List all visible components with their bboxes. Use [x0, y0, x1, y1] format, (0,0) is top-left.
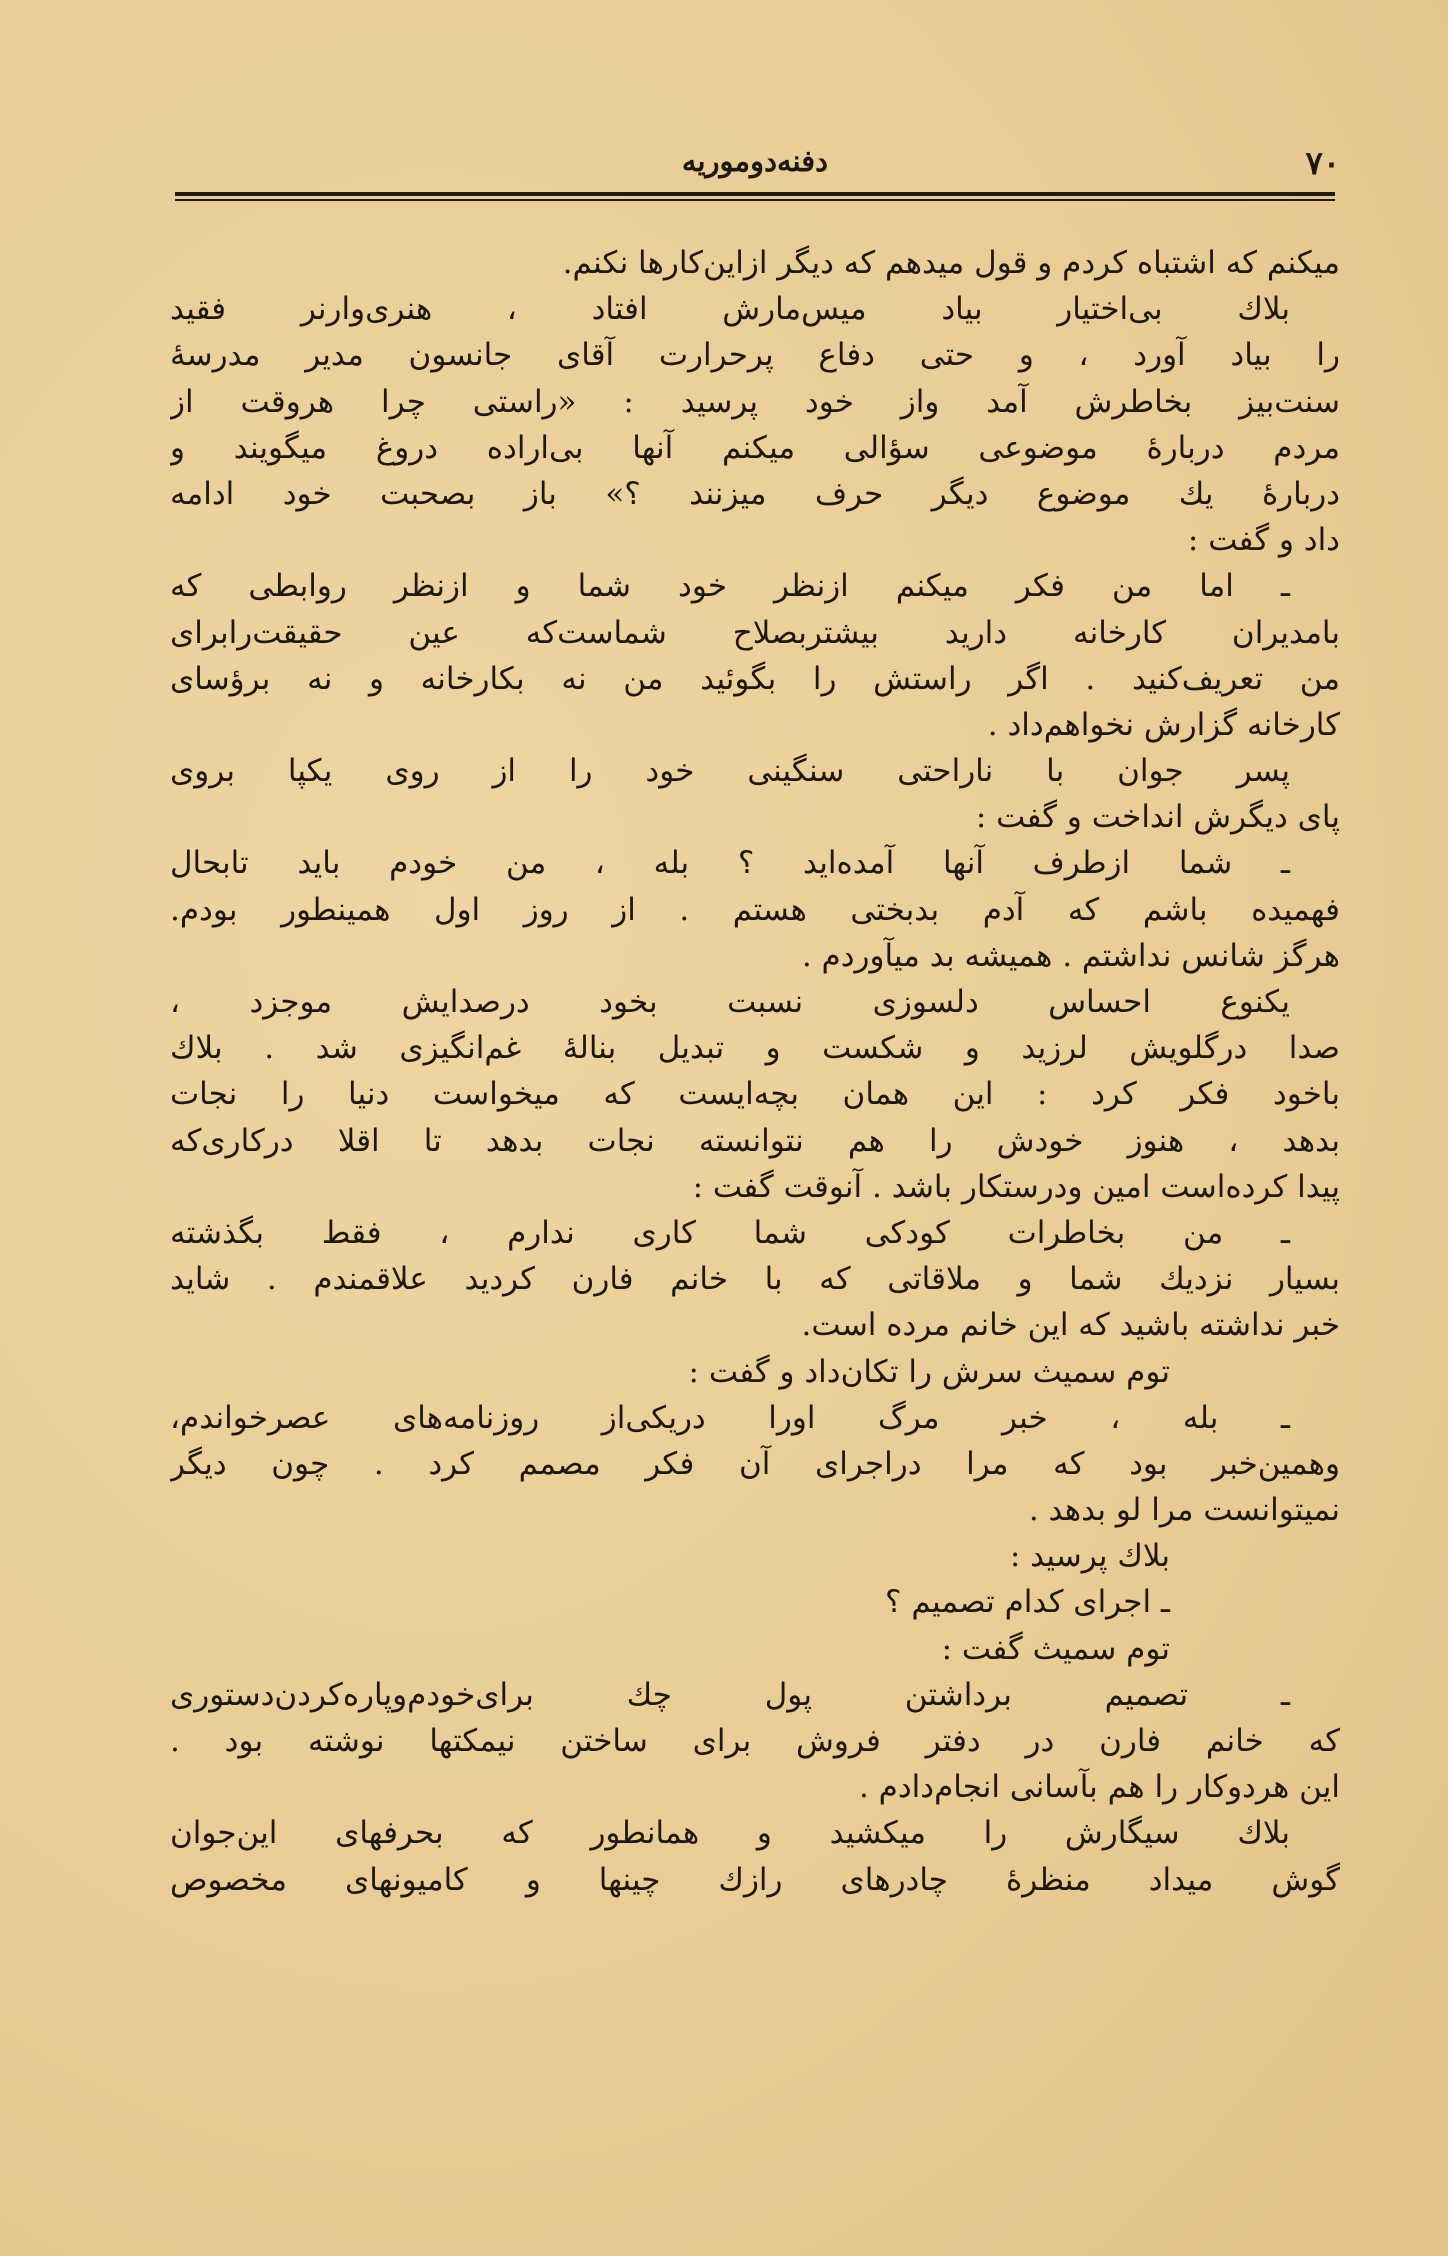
page-number: ۷۰: [1305, 144, 1340, 182]
text-line: بسیار نزدیك شما و ملاقاتی که با خانم فارن کردید علاقمندم . شاید: [170, 1261, 1340, 1298]
text-line: فهمیده باشم که آدم بدبختی هستم . از روز اول همینطور بودم.: [170, 891, 1340, 928]
text-line: این هردوکار را هم بآسانی انجام‌دادم .: [858, 1769, 1340, 1806]
text-line: بلاك سیگارش را میکشید و همانطور که بحرفهای این‌جوان: [170, 1815, 1290, 1852]
text-line: میکنم که اشتباه کردم و قول میدهم که دیگر ازاین‌کارها نکنم.: [562, 245, 1340, 281]
text-line: ـ اجرای کدام تصمیم ؟: [885, 1584, 1170, 1621]
text-line: خبر نداشته باشید که این خانم مرده است.: [801, 1307, 1340, 1344]
text-line: مردم دربارهٔ موضوعی سؤالی میکنم آنها بی‌اراده دروغ میگویند و: [170, 429, 1340, 466]
text-line: بدهد ، هنوز خودش را هم نتوانسته نجات بدهد تا اقلا درکاری‌که: [170, 1122, 1340, 1159]
text-line: پیدا کرده‌است امین ودرستکار باشد . آنوقت گفت :: [692, 1168, 1340, 1205]
text-line: ـ شما ازطرف آنها آمده‌اید ؟ بله ، من خودم باید تابحال: [170, 845, 1290, 882]
text-line: دربارهٔ یك موضوع دیگر حرف میزنند ؟» باز بصحبت خود ادامه: [170, 475, 1340, 512]
body-text: [170, 240, 1340, 1903]
header-rule-thin: [175, 199, 1335, 201]
text-line: ـ من بخاطرات کودکی شما کاری ندارم ، فقط بگذشته: [170, 1214, 1290, 1251]
text-line: بامدیران کارخانه دارید بیشتربصلاح شماست‌که عین حقیقت‌رابرای: [170, 614, 1340, 651]
text-line: نمیتوانست مرا لو بدهد .: [1028, 1492, 1340, 1529]
text-line: وهمین‌خبر بود که مرا دراجرای آن فکر مصمم کرد . چون دیگر: [170, 1445, 1340, 1482]
text-line: که خانم فارن در دفتر فروش برای ساختن نیمکتها نوشته بود .: [170, 1723, 1340, 1759]
text-line: گوش میداد منظرهٔ چادرهای رازك چینها و کامیونهای مخصوص: [170, 1861, 1340, 1898]
text-line: توم سمیث سرش را تکان‌داد و گفت :: [688, 1353, 1170, 1390]
header-rule-thick: [175, 192, 1335, 196]
text-line: سنت‌بیز بخاطرش آمد واز خود پرسید : «راستی چرا هروقت از: [170, 383, 1340, 420]
page-header: [170, 140, 1340, 192]
text-line: ـ بله ، خبر مرگ اورا دریکی‌از روزنامه‌های عصرخواندم،: [170, 1399, 1290, 1436]
text-line: پسر جوان با ناراحتی سنگینی خود را از روی یکپا بروی: [170, 753, 1290, 790]
text-line: ـ تصمیم برداشتن پول چك برای‌خودم‌وپاره‌کردن‌دستوری: [170, 1676, 1290, 1713]
text-line: یکنوع احساس دلسوزی نسبت بخود درصدایش موجزد ،: [170, 984, 1290, 1020]
text-line: هرگز شانس نداشتم . همیشه بد میآوردم .: [801, 937, 1340, 974]
text-line: بلاك پرسید :: [1009, 1538, 1170, 1575]
text-line: پای دیگرش انداخت و گفت :: [975, 799, 1340, 836]
book-page: [170, 140, 1340, 2220]
text-line: کارخانه گزارش نخواهم‌داد .: [987, 706, 1340, 743]
text-line: من تعریف‌کنید . اگر راستش را بگوئید من نه بکارخانه و نه برؤسای: [170, 660, 1340, 697]
text-line: توم سمیث گفت :: [941, 1630, 1170, 1667]
text-line: بلاك بی‌اختیار بیاد میس‌مارش افتاد ، هنری‌وارنر فقید: [170, 291, 1290, 328]
running-title: دفنه‌دوموریه: [681, 144, 829, 178]
text-line: ـ اما من فکر میکنم ازنظر خود شما و ازنظر روابطی که: [170, 568, 1290, 605]
text-line: باخود فکر کرد : این همان بچه‌ایست که میخواست دنیا را نجات: [170, 1076, 1340, 1113]
text-line: را بیاد آورد ، و حتی دفاع پرحرارت آقای جانسون مدیر مدرسهٔ: [170, 337, 1340, 374]
text-line: صدا درگلویش لرزید و شکست و تبدیل بنالهٔ غم‌انگیزی شد . بلاك: [170, 1030, 1340, 1067]
text-line: داد و گفت :: [1187, 522, 1340, 559]
